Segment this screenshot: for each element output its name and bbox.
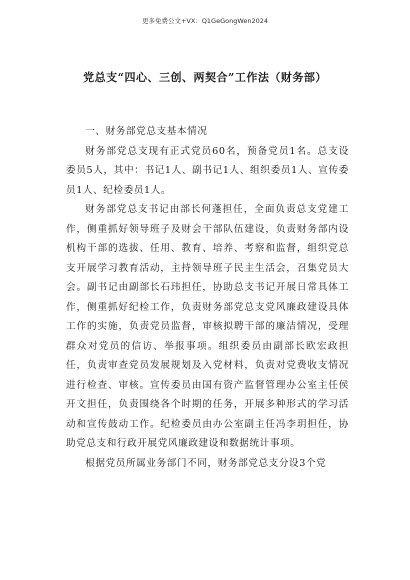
paragraph: 根据党员所属业务部门不同，财务部党总支分设3个党	[85, 457, 327, 469]
header-note: 更多免费公文+VX：Q1GeGongWen2024	[141, 17, 269, 25]
document-title: 党总支“四心、三创、两契合”工作法（财务部）	[83, 71, 327, 84]
paragraph: 财务部党总支现有正式党员60名，预备党员1名。总支设委员5人，其中：书记1人、副书记1人、组织委员1人、宣传委员1人、纪检委员1人。	[66, 145, 349, 196]
paragraph: 财务部党总支书记由部长何蓬担任，全面负责总支党建工作，侧重抓好领导班子及财会干部队伍建设，负责财务部内设机构干部的选拔、任用、教育、培养、考察和监督，组织党总支开展学习教育活动，主持领导班子民主生活会，召集党员大会。副书记由副部长石玮担任，协助总支书记开展日常具体工作，侧重抓好纪检工作，负责财务部党总支党风廉政建设具体工作的实施，负责党员监督，审核拟聘干部的廉洁情况，受理群众对党员的信访、举报事项。组织委员由副部长欧宏政担任，负责审查党员发展规划及入党材料，负责对党费收支情况进行检查、审核。宣传委员由国有资产监督管理办公室主任侯开文担任，负责围绕各个时期的任务，开展多种形式的学习活动和宣传鼓动工作。纪检委员由办公室副主任冯李玥担任，协助党总支和行政开展党风廉政建设和数据统计事项。	[66, 204, 349, 449]
section-heading: 一、财务部党总支基本情况	[85, 126, 208, 137]
document-body	[66, 122, 349, 473]
